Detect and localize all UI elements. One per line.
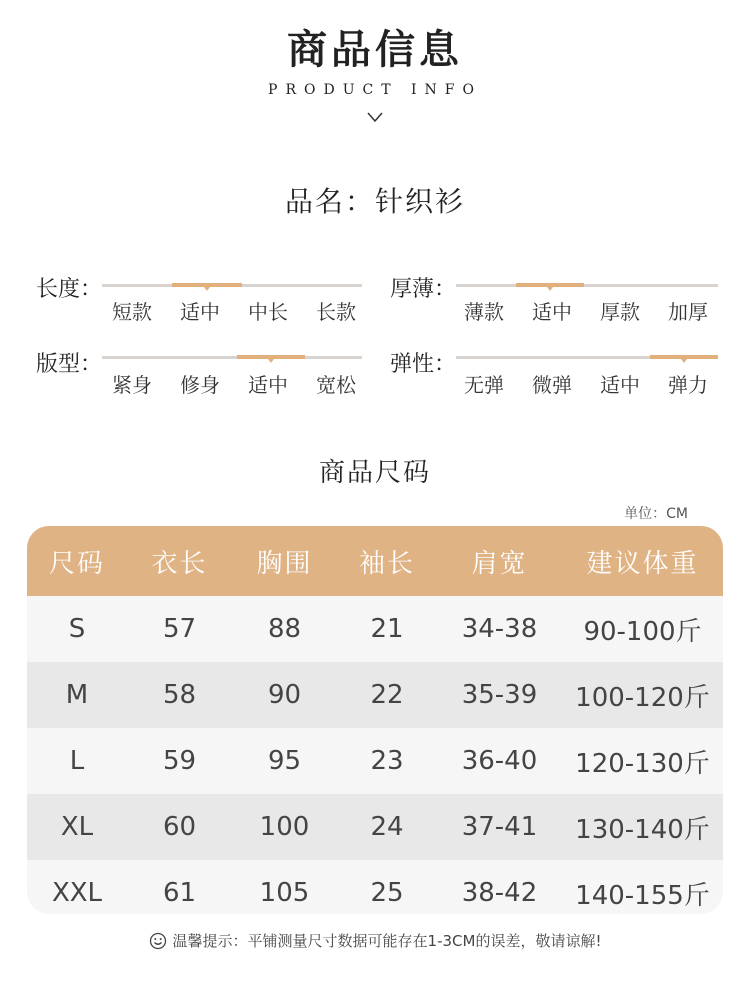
table-cell: 24 bbox=[370, 812, 404, 842]
header-cell: 胸围 bbox=[256, 548, 313, 579]
table-cell: 105 bbox=[259, 878, 310, 908]
measurement-tip bbox=[0, 930, 750, 951]
table-cell: 58 bbox=[162, 680, 197, 710]
table-row bbox=[27, 860, 723, 914]
table-cell: 61 bbox=[162, 878, 197, 908]
table-cell: 120-130斤 bbox=[575, 748, 710, 779]
header-cell: 袖长 bbox=[358, 548, 415, 579]
scale-line-fit bbox=[102, 356, 362, 359]
option: 加厚 bbox=[668, 300, 708, 324]
table-cell: 37-41 bbox=[461, 812, 538, 842]
table-cell: 100-120斤 bbox=[575, 682, 710, 713]
table-cell: 140-155斤 bbox=[575, 880, 710, 911]
table-cell: S bbox=[68, 614, 86, 644]
table-cell: 60 bbox=[162, 812, 197, 842]
table-cell: 38-42 bbox=[461, 878, 538, 908]
table-cell: 21 bbox=[370, 614, 404, 644]
scale-marker-length bbox=[172, 283, 242, 287]
table-cell: 57 bbox=[162, 614, 197, 644]
header-cell: 衣长 bbox=[151, 548, 208, 579]
attr-label-length: 长度： bbox=[36, 277, 103, 302]
table-row bbox=[27, 728, 723, 794]
size-table bbox=[27, 526, 723, 914]
table-cell: XL bbox=[60, 812, 94, 842]
attr-label-thickness: 厚薄： bbox=[390, 277, 457, 302]
option: 修身 bbox=[180, 373, 220, 397]
table-row bbox=[27, 662, 723, 728]
table-row bbox=[27, 596, 723, 662]
option: 短款 bbox=[112, 300, 152, 324]
scale-options-fit bbox=[98, 369, 370, 398]
option: 适中 bbox=[600, 373, 640, 397]
table-cell: 95 bbox=[267, 746, 302, 776]
smile-icon bbox=[149, 932, 167, 950]
option: 厚款 bbox=[600, 300, 640, 324]
table-cell: 25 bbox=[370, 878, 404, 908]
scale-line-length bbox=[102, 284, 362, 287]
option: 适中 bbox=[248, 373, 288, 397]
table-header-row bbox=[27, 526, 723, 596]
option: 中长 bbox=[248, 300, 288, 324]
product-name: 品名：针织衫 bbox=[284, 185, 465, 218]
attr-label-elasticity: 弹性： bbox=[390, 352, 457, 377]
table-cell: 23 bbox=[370, 746, 404, 776]
table-cell: 90-100斤 bbox=[583, 616, 702, 647]
option: 宽松 bbox=[316, 373, 356, 397]
table-cell: 88 bbox=[267, 614, 302, 644]
table-cell: 22 bbox=[370, 680, 404, 710]
scale-marker-fit bbox=[237, 355, 305, 359]
table-cell: 36-40 bbox=[461, 746, 538, 776]
option: 薄款 bbox=[464, 300, 504, 324]
scale-marker-elasticity bbox=[650, 355, 718, 359]
scale-options-length bbox=[98, 296, 370, 325]
table-row bbox=[27, 794, 723, 860]
table-cell: 35-39 bbox=[461, 680, 538, 710]
tip-text: 温馨提示：平铺测量尺寸数据可能存在1-3CM的误差，敬请谅解! bbox=[172, 932, 602, 950]
chevron-down-icon bbox=[366, 110, 384, 124]
option: 适中 bbox=[532, 300, 572, 324]
scale-line-thickness bbox=[456, 284, 718, 287]
table-cell: XXL bbox=[51, 878, 103, 908]
header-cell: 尺码 bbox=[48, 548, 105, 579]
table-cell: 130-140斤 bbox=[575, 814, 710, 845]
table-cell: 59 bbox=[162, 746, 197, 776]
option: 无弹 bbox=[464, 373, 504, 397]
option: 微弹 bbox=[532, 373, 572, 397]
table-cell: 100 bbox=[259, 812, 310, 842]
attr-label-fit: 版型： bbox=[36, 352, 103, 377]
scale-options-elasticity bbox=[450, 369, 722, 398]
table-cell: M bbox=[65, 680, 89, 710]
page-subtitle: PRODUCT INFO bbox=[268, 82, 482, 98]
size-section-title: 商品尺码 bbox=[318, 458, 431, 488]
option: 弹力 bbox=[668, 373, 708, 397]
option: 紧身 bbox=[112, 373, 152, 397]
scale-marker-thickness bbox=[516, 283, 584, 287]
option: 长款 bbox=[316, 300, 356, 324]
table-cell: 90 bbox=[267, 680, 302, 710]
scale-options-thickness bbox=[450, 296, 722, 325]
header-cell: 建议体重 bbox=[586, 548, 699, 579]
option: 适中 bbox=[180, 300, 220, 324]
table-cell: 34-38 bbox=[461, 614, 538, 644]
header-cell: 肩宽 bbox=[471, 548, 528, 579]
scale-line-elasticity bbox=[456, 356, 718, 359]
unit-label: 单位：CM bbox=[624, 506, 688, 522]
page-title: 商品信息 bbox=[287, 27, 463, 73]
table-cell: L bbox=[69, 746, 85, 776]
